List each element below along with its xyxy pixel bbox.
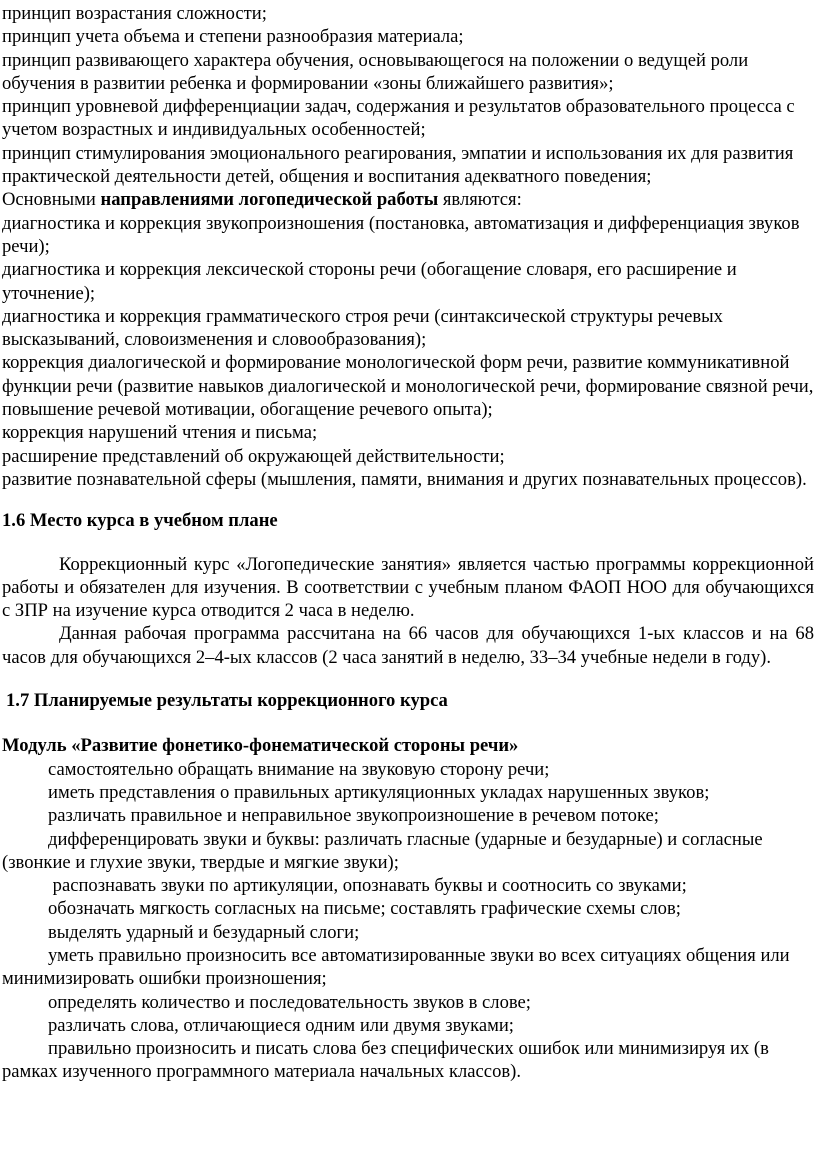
module-item: распознавать звуки по артикуляции, опознавать буквы и соотносить со звуками; bbox=[48, 875, 687, 897]
section-1-6-paragraph: Данная рабочая программа рассчитана на 66 часов для обучающихся 1-ых классов и на 68 часов для обучающихся 2–4-ых классов (2 часа занятий в неделю, 33–34 учебные недели в году). bbox=[2, 623, 814, 668]
module-item: уметь правильно произносить все автоматизированные звуки во всех ситуациях общения или минимизировать ошибки произношения; bbox=[2, 944, 790, 990]
section-heading-1-7: 1.7 Планируемые результаты коррекционного курса bbox=[6, 690, 448, 712]
principles-list bbox=[2, 2, 814, 188]
module-items bbox=[2, 758, 814, 1084]
module-item: правильно произносить и писать слова без специфических ошибок или минимизируя их (в рамках изученного программного материала начальных классов). bbox=[2, 1038, 769, 1083]
direction-item: расширение представлений об окружающей действительности; bbox=[2, 445, 505, 467]
direction-item: диагностика и коррекция звукопроизношения (постановка, автоматизация и дифференциация звуков речи); bbox=[2, 212, 800, 257]
module-heading: Модуль «Развитие фонетико-фонематической стороны речи» bbox=[2, 735, 519, 757]
direction-item: диагностика и коррекция грамматического строя речи (синтаксической структуры речевых высказываний, словоизменения и словообразования); bbox=[2, 305, 723, 351]
principle-item: принцип уровневой дифференциации задач, содержания и результатов образовательного процесса с учетом возрастных и индивидуальных особенностей; bbox=[2, 96, 795, 141]
principle-item: принцип учета объема и степени разнообразия материала; bbox=[2, 26, 464, 48]
module-item: определять количество и последовательность звуков в слове; bbox=[48, 991, 531, 1013]
principle-item: принцип стимулирования эмоционального реагирования, эмпатии и использования их для развития практической деятельности детей, общения и воспитания адекватного поведения; bbox=[2, 142, 794, 188]
module-item: дифференцировать звуки и буквы: различать гласные (ударные и безударные) и согласные (звонкие и глухие звуки, твердые и мягкие звуки); bbox=[2, 828, 763, 873]
directions-intro: Основными направлениями логопедической работы являются: bbox=[2, 189, 522, 211]
module-item: обозначать мягкость согласных на письме; составлять графические схемы слов; bbox=[48, 898, 681, 920]
module-item: различать правильное и неправильное звукопроизношение в речевом потоке; bbox=[48, 805, 659, 827]
direction-item: коррекция нарушений чтения и письма; bbox=[2, 422, 318, 444]
directions-list bbox=[2, 212, 814, 492]
module-item: самостоятельно обращать внимание на звуковую сторону речи; bbox=[48, 758, 550, 780]
principle-item: принцип развивающего характера обучения, основывающегося на положении о ведущей роли обучения в развитии ребенка и формировании «зоны ближайшего развития»; bbox=[2, 49, 749, 94]
module-item: иметь представления о правильных артикуляционных укладах нарушенных звуков; bbox=[48, 781, 710, 803]
direction-item: развитие познавательной сферы (мышления, памяти, внимания и других познавательных процессов). bbox=[2, 468, 807, 490]
module-item: различать слова, отличающиеся одним или двумя звуками; bbox=[48, 1014, 514, 1036]
section-heading-1-6: 1.6 Место курса в учебном плане bbox=[2, 510, 278, 532]
module-item: выделять ударный и безударный слоги; bbox=[48, 921, 360, 943]
direction-item: коррекция диалогической и формирование монологической форм речи, развитие коммуникативной функции речи (развитие навыков диалогической и монологической речи, формирование связной речи, повышение речевой мотивации, обогащение речевого опыта); bbox=[2, 352, 814, 421]
directions-intro-bold: направлениями логопедической работы bbox=[100, 189, 439, 211]
direction-item: диагностика и коррекция лексической стороны речи (обогащение словаря, его расширение и уточнение); bbox=[2, 259, 737, 304]
principle-item: принцип возрастания сложности; bbox=[2, 3, 267, 24]
section-1-6-paragraph: Коррекционный курс «Логопедические занятия» является частью программы коррекционной работы и обязателен для изучения. В соответствии с учебным планом ФАОП НОО для обучающихся с ЗПР на изучение курса отводится 2 часа в неделю. bbox=[2, 553, 814, 622]
